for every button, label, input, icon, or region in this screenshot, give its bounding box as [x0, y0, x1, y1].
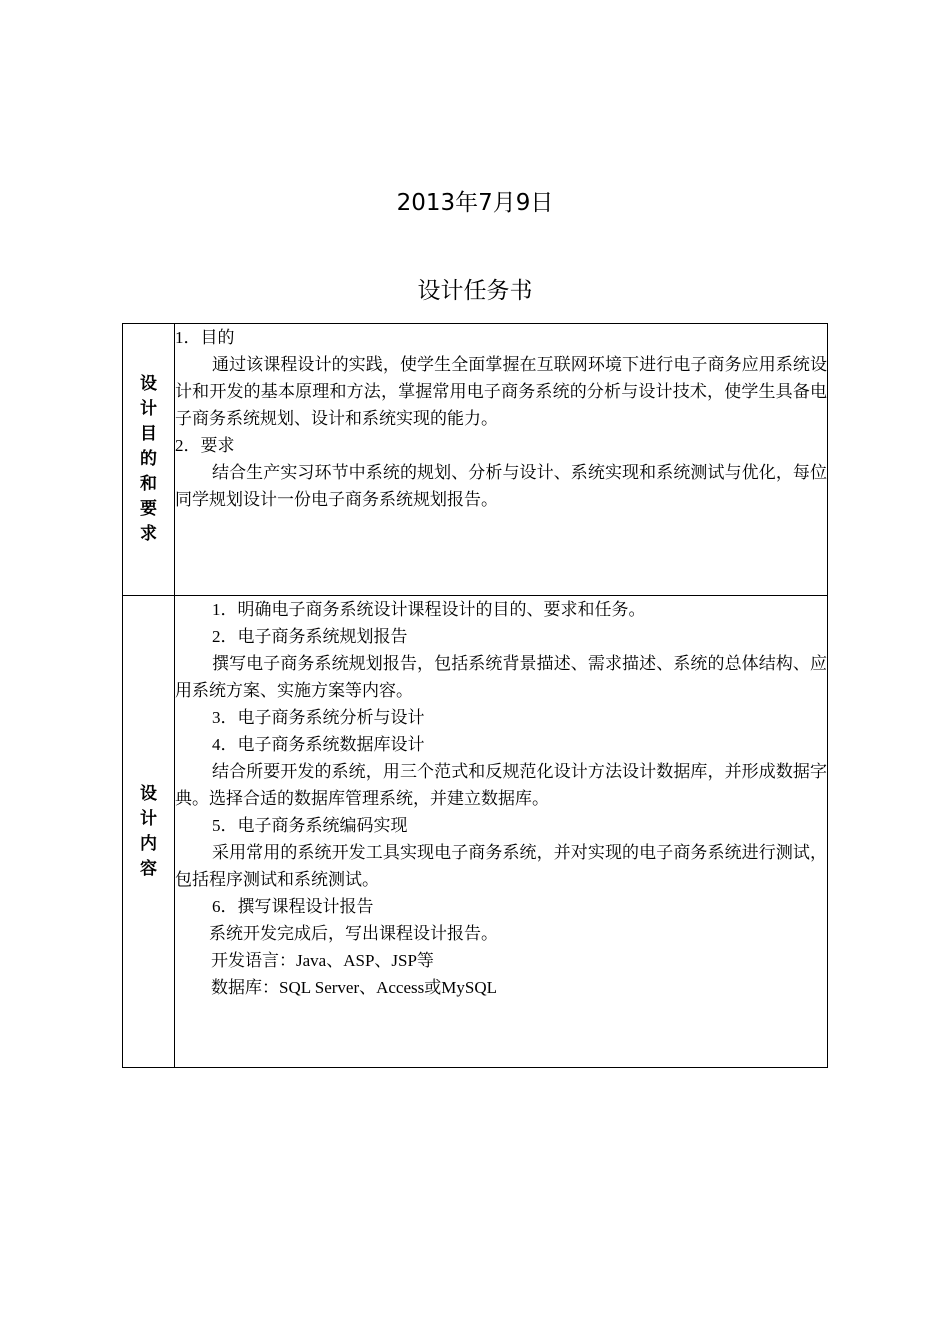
row-label-text: 设计内容	[140, 783, 157, 879]
list-item: 2．电子商务系统规划报告	[212, 627, 408, 646]
paragraph: 数据库：SQL Server、Access或MySQL	[211, 978, 497, 997]
document-title: 设计任务书	[417, 278, 533, 304]
list-item: 3．电子商务系统分析与设计	[212, 708, 425, 727]
list-item: 4．电子商务系统数据库设计	[212, 735, 425, 754]
paragraph: 结合所要开发的系统，用三个范式和反规范化设计方法设计数据库，并形成数据字典。选择合适的数据库管理系统，并建立数据库。	[175, 762, 827, 808]
paragraph: 系统开发完成后，写出课程设计报告。	[209, 924, 498, 943]
list-item: 6．撰写课程设计报告	[212, 897, 374, 916]
section-heading: 2．要求	[175, 436, 235, 455]
row-content-design	[175, 596, 828, 1068]
row-label-purpose	[123, 324, 175, 596]
paragraph: 结合生产实习环节中系统的规划、分析与设计、系统实现和系统测试与优化，每位同学规划设计一份电子商务系统规划报告。	[175, 463, 827, 509]
document-date: 2013年7月9日	[396, 190, 554, 216]
paragraph: 通过该课程设计的实践，使学生全面掌握在互联网环境下进行电子商务应用系统设计和开发的基本原理和方法，掌握常用电子商务系统的分析与设计技术，使学生具备电子商务系统规划、设计和系统实现的能力。	[175, 355, 827, 428]
row-label-content	[123, 596, 175, 1068]
paragraph: 开发语言：Java、ASP、JSP等	[211, 951, 434, 970]
paragraph: 采用常用的系统开发工具实现电子商务系统，并对实现的电子商务系统进行测试，包括程序测试和系统测试。	[175, 843, 827, 889]
row-content-purpose	[175, 324, 828, 596]
section-heading: 1．目的	[175, 328, 235, 347]
list-item: 1．明确电子商务系统设计课程设计的目的、要求和任务。	[212, 600, 646, 619]
paragraph: 撰写电子商务系统规划报告，包括系统背景描述、需求描述、系统的总体结构、应用系统方案、实施方案等内容。	[175, 654, 827, 700]
table-row-content	[123, 596, 828, 1068]
task-table	[122, 323, 828, 1068]
list-item: 5．电子商务系统编码实现	[212, 816, 408, 835]
table-row-purpose	[123, 324, 828, 596]
row-label-text: 设计目的和要求	[140, 374, 157, 544]
